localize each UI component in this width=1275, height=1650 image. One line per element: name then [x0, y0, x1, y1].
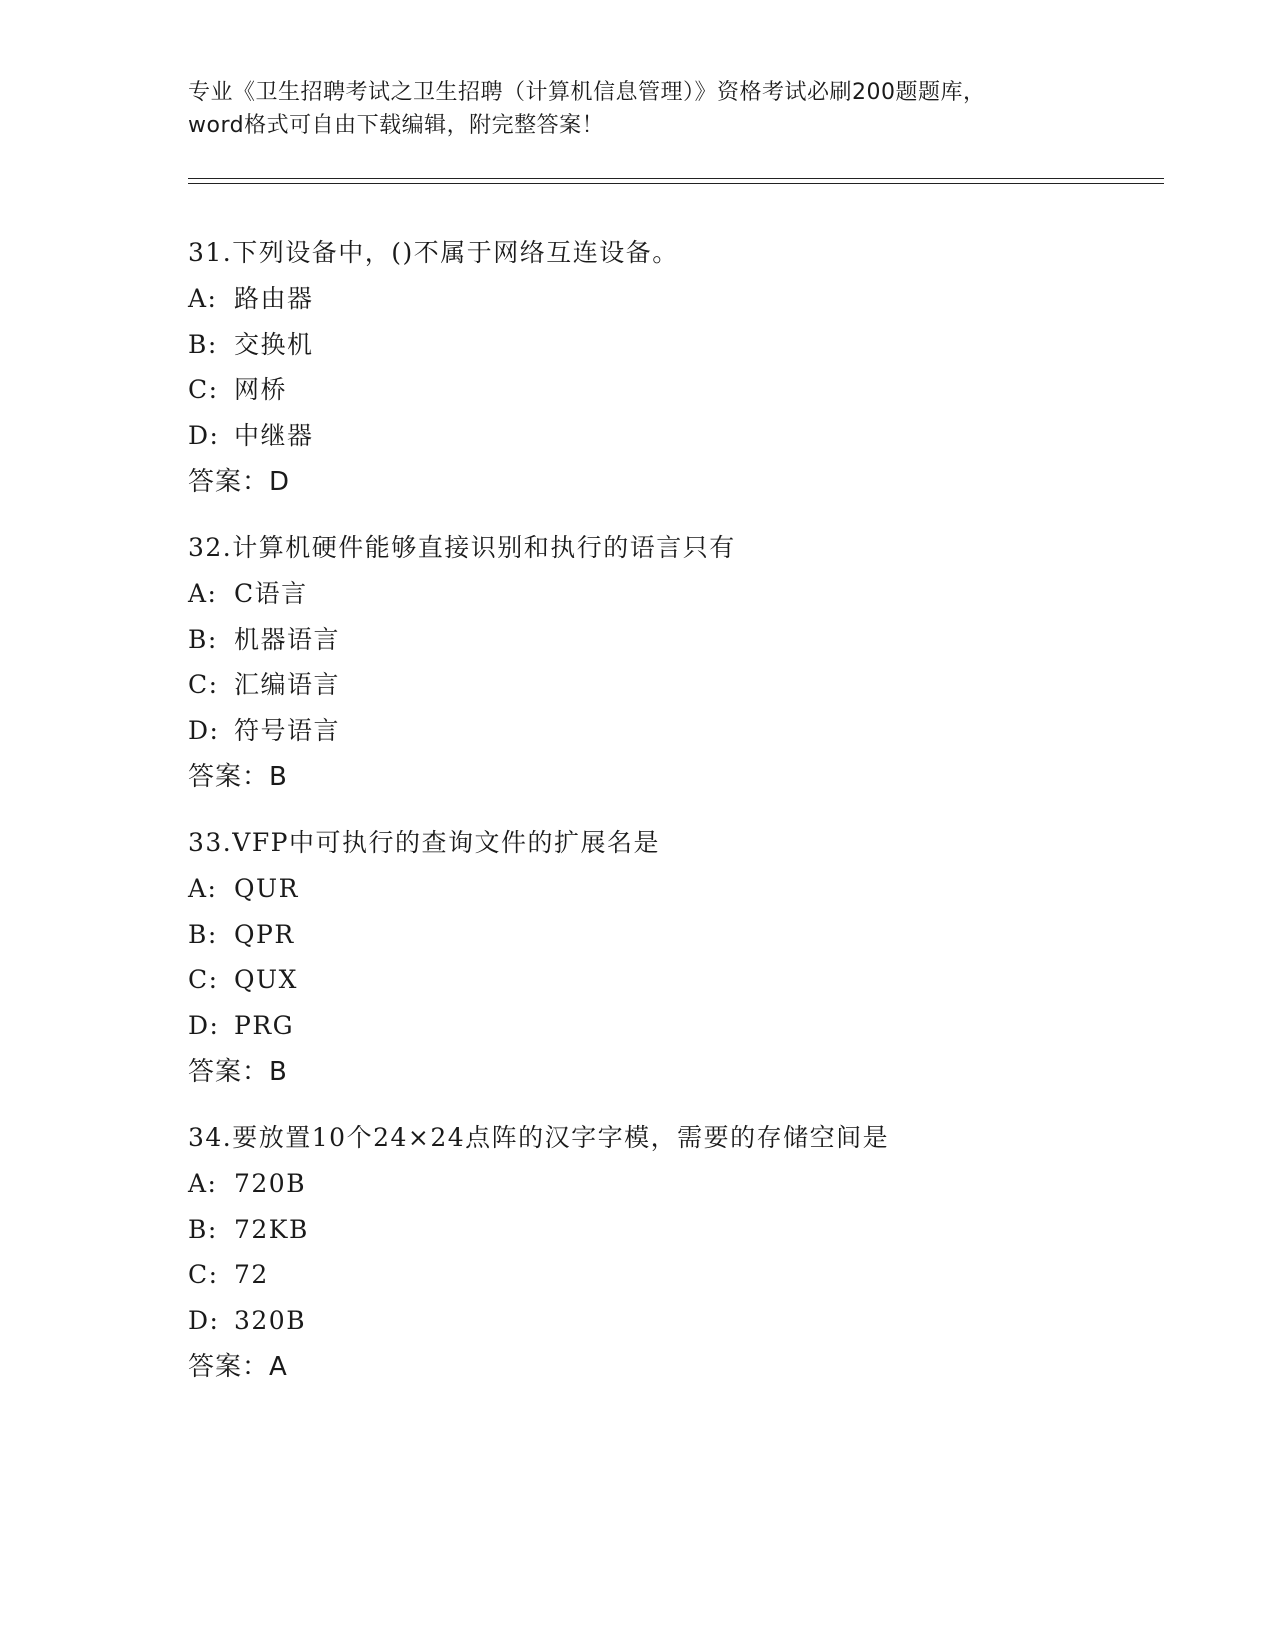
option-text: 中继器: [234, 421, 314, 451]
option-key: D:: [188, 1011, 220, 1041]
option-text: 320B: [234, 1306, 307, 1336]
option-text: C语言: [234, 578, 308, 608]
question-32: [188, 533, 1168, 792]
option-d: [188, 1306, 1168, 1336]
question-stem: 34.要放置10个24×24点阵的汉字字模，需要的存储空间是: [188, 1122, 890, 1152]
option-key: B:: [188, 919, 218, 949]
option-key: A:: [188, 578, 218, 608]
option-a: [188, 874, 1168, 904]
header-divider-top: [188, 178, 1164, 179]
answer-label: 答案：A: [188, 1351, 288, 1382]
header-divider-bottom: [188, 183, 1164, 184]
option-key: D:: [188, 421, 220, 451]
option-d: [188, 1011, 1168, 1041]
document-header: [188, 76, 1088, 142]
option-b: [188, 625, 1168, 655]
option-text: QUX: [234, 965, 298, 995]
option-c: [188, 670, 1168, 700]
option-key: B:: [188, 1214, 218, 1244]
question-stem: 32.计算机硬件能够直接识别和执行的语言只有: [188, 532, 736, 562]
option-key: C:: [188, 375, 219, 405]
option-key: B:: [188, 624, 218, 654]
question-33: [188, 828, 1168, 1087]
option-a: [188, 284, 1168, 314]
option-key: C:: [188, 670, 219, 700]
option-text: QUR: [234, 873, 299, 903]
question-stem: 33.VFP中可执行的查询文件的扩展名是: [188, 827, 660, 857]
answer-label: 答案：D: [188, 466, 291, 497]
question-stem: 31.下列设备中，()不属于网络互连设备。: [188, 238, 679, 267]
answer-label: 答案：B: [188, 1056, 288, 1087]
question-31: [188, 238, 1168, 497]
option-a: [188, 1169, 1168, 1199]
option-text: 汇编语言: [234, 670, 341, 700]
option-text: 交换机: [234, 329, 314, 359]
option-key: B:: [188, 329, 218, 359]
option-text: 路由器: [234, 283, 314, 313]
option-text: PRG: [234, 1011, 295, 1041]
option-b: [188, 330, 1168, 360]
option-d: [188, 421, 1168, 451]
header-title-line-1: 专业《卫生招聘考试之卫生招聘（计算机信息管理）》资格考试必刷200题题库，: [188, 80, 986, 105]
option-b: [188, 920, 1168, 950]
option-b: [188, 1215, 1168, 1245]
option-text: 符号语言: [234, 716, 341, 746]
option-c: [188, 1260, 1168, 1290]
option-key: A:: [188, 873, 218, 903]
option-key: C:: [188, 965, 219, 995]
option-text: 72: [234, 1260, 269, 1290]
option-c: [188, 965, 1168, 995]
option-key: D:: [188, 1306, 220, 1336]
option-key: C:: [188, 1260, 219, 1290]
option-key: A:: [188, 1168, 218, 1198]
option-text: 720B: [234, 1168, 307, 1198]
option-key: D:: [188, 716, 220, 746]
option-text: QPR: [234, 919, 295, 949]
option-text: 72KB: [234, 1214, 309, 1244]
option-key: A:: [188, 283, 218, 313]
option-a: [188, 579, 1168, 609]
option-c: [188, 375, 1168, 405]
answer-label: 答案：B: [188, 761, 288, 792]
question-34: [188, 1123, 1168, 1382]
question-list: [188, 238, 1168, 1418]
header-title-line-2: word格式可自由下载编辑，附完整答案！: [188, 113, 605, 138]
option-d: [188, 716, 1168, 746]
option-text: 网桥: [234, 375, 288, 405]
option-text: 机器语言: [234, 624, 341, 654]
